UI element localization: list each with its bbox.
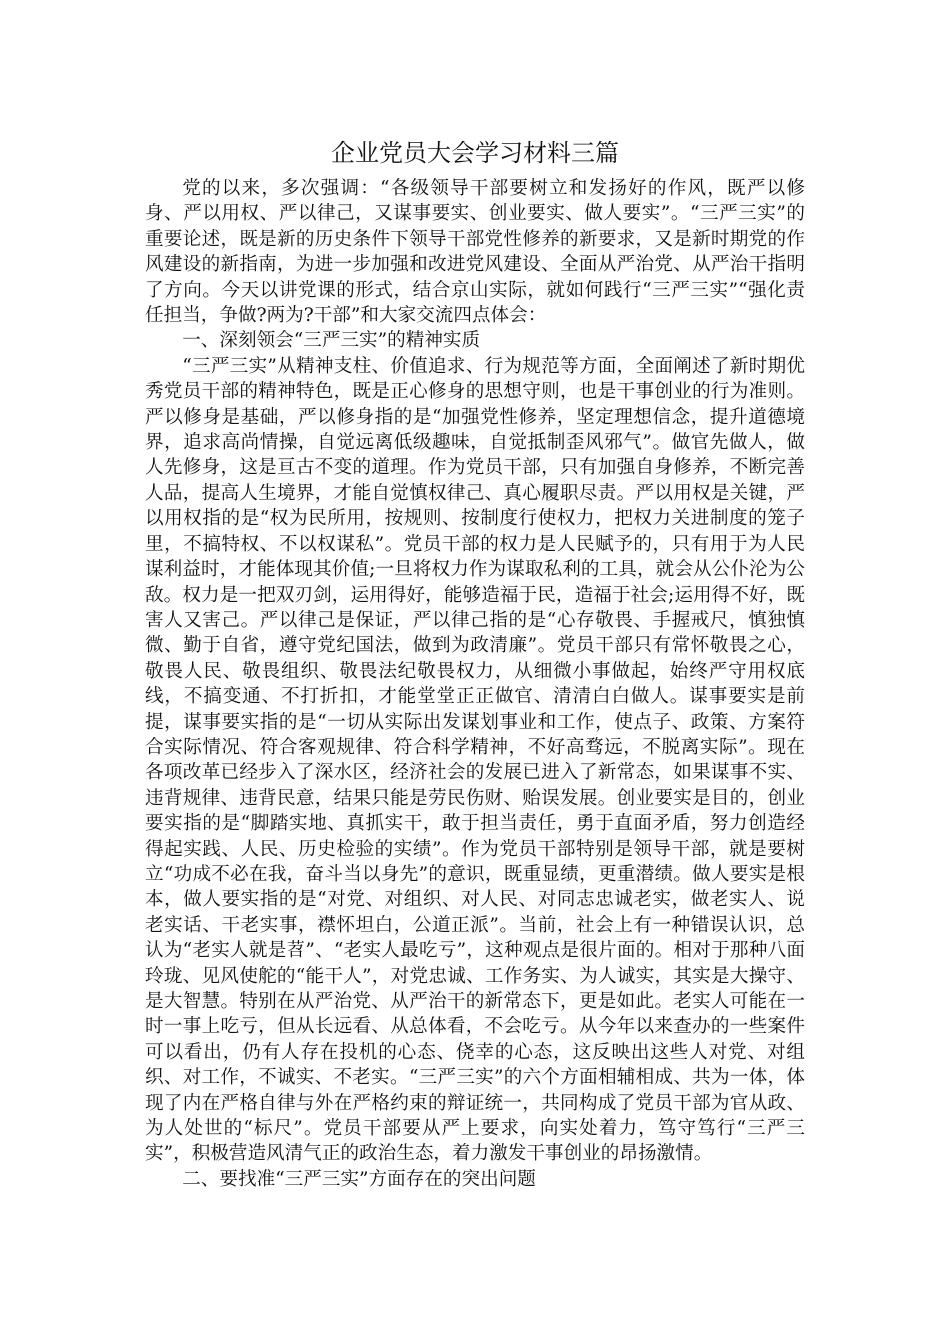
section-heading-2: 二、要找准“三严三实”方面存在的突出问题	[182, 1168, 536, 1190]
paragraph-section-1: “三严三实”从精神支柱、价值追求、行为规范等方面，全面阐述了新时期优秀党员干部的精神特色，既是正心修身的思想守则，也是干事创业的行为准则。严以修身是基础，严以修身指的是“加强党性修养，坚定理想信念，提升道德境界，追求高尚情操，自觉远离低级趣味，自觉抵制歪风邪气”。做官先做人，做人先修身，这是亘古不变的道理。作为党员干部，只有加强自身修养，不断完善人品，提高人生境界，才能自觉慎权律己、真心履职尽责。严以用权是关键，严以用权指的是“权为民所用，按规则、按制度行使权力，把权力关进制度的笼子里，不搞特权、不以权谋私”。党员干部的权力是人民赋予的，只有用于为人民谋利益时，才能体现其价值;一旦将权力作为谋取私利的工具，就会从公仆沦为公敌。权力是一把双刃剑，运用得好，能够造福于民，造福于社会;运用得不好，既害人又害己。严以律己是保证，严以律己指的是“心存敬畏、手握戒尺，慎独慎微、勤于自省，遵守党纪国法，做到为政清廉”。党员干部只有常怀敬畏之心，敬畏人民、敬畏组织、敬畏法纪敬畏权力，从细微小事做起，始终严守用权底线，不搞变通、不打折扣，才能堂堂正正做官、清清白白做人。谋事要实是前提，谋事要实指的是“一切从实际出发谋划事业和工作，使点子、政策、方案符合实际情况、符合客观规律、符合科学精神，不好高骛远，不脱离实际”。现在各项改革已经步入了深水区，经济社会的发展已进入了新常态，如果谋事不实、违背规律、违背民意，结果只能是劳民伤财、贻误发展。创业要实是目的，创业要实指的是“脚踏实地、真抓实干，敢于担当责任，勇于直面矛盾，努力创造经得起实践、人民、历史检验的实绩”。作为党员干部特别是领导干部，就是要树立“功成不必在我，奋斗当以身先”的意识，既重显绩，更重潜绩。做人要实是根本，做人要实指的是“对党、对组织、对人民、对同志忠诚老实，做老实人、说老实话、干老实事，襟怀坦白，公道正派”。当前，社会上有一种错误认识，总认为“老实人就是苕”、“老实人最吃亏”，这种观点是很片面的。相对于那种八面玲珑、见风使舵的“能干人”，对党忠诚、工作务实、为人诚实，其实是大操守、是大智慧。特别在从严治党、从严治干的新常态下，更是如此。老实人可能在一时一事上吃亏，但从长远看、从总体看，不会吃亏。从今年以来查办的一些案件可以看出，仍有人存在投机的心态、侥幸的心态，这反映出这些人对党、对组织、对工作，不诚实、不老实。“三严三实”的六个方面相辅相成、共为一体，体现了内在严格自律与外在严格约束的辩证统一，共同构成了党员干部为官从政、为人处世的“标尺”。党员干部要从严上要求，向实处着力，笃守笃行“三严三实”，积极营造风清气正的政治生态，着力激发干事创业的昂扬激情。	[145, 355, 805, 1165]
paragraph-intro: 党的以来，多次强调：“各级领导干部要树立和发扬好的作风，既严以修身、严以用权、严以律己，又谋事要实、创业要实、做人要实”。“三严三实”的重要论述，既是新的历史条件下领导干部党性修养的新要求，又是新时期党的作风建设的新指南，为进一步加强和改进党风建设、全面从严治党、从严治干指明了方向。今天以讲党课的形式，结合京山实际，就如何践行“三严三实”“强化责任担当，争做?两为?干部”和大家交流四点体会：	[145, 178, 805, 327]
section-heading-1: 一、深刻领会“三严三实”的精神实质	[182, 330, 481, 352]
document-title: 企业党员大会学习材料三篇	[331, 139, 619, 167]
document-body	[145, 176, 805, 1192]
